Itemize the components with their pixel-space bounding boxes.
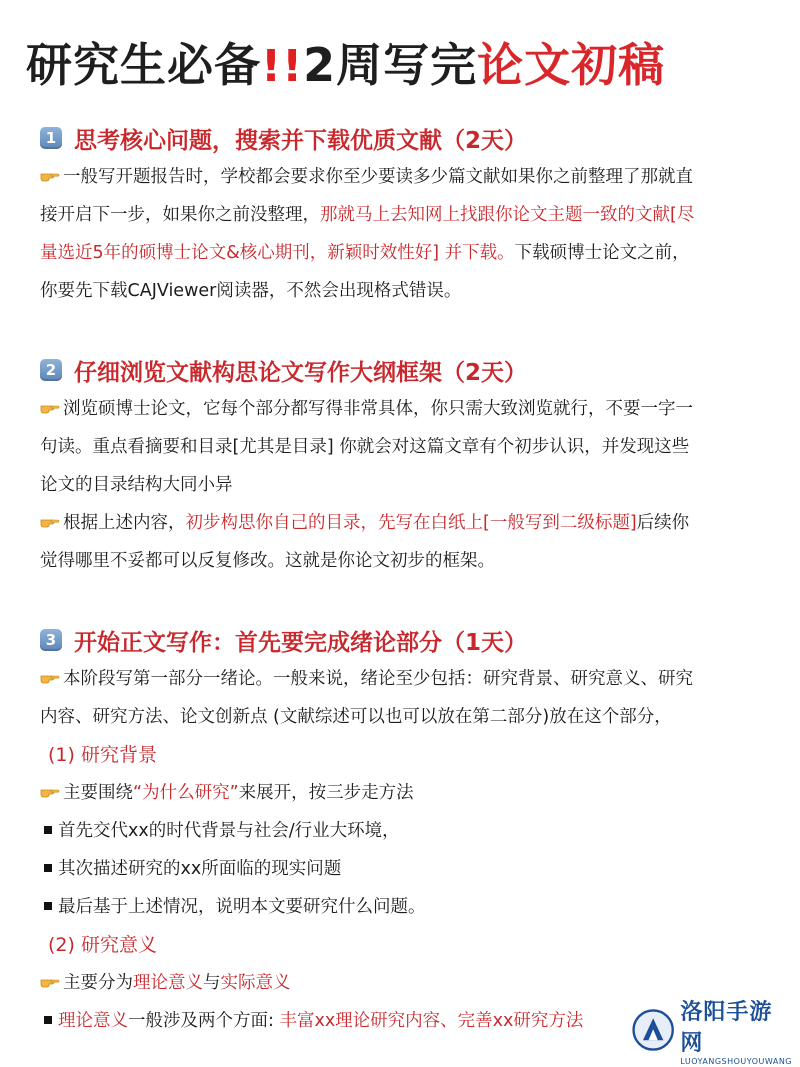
list-item-text: 其次描述研究的xx所面临的现实问题 (58, 859, 342, 879)
highlight-text: 初步构思你自己的目录，先写在白纸上[一般写到二级标题] (185, 513, 637, 533)
body-text: 来展开，按三步走方法 (238, 783, 414, 803)
body-text: 本阶段写第一部分一绪论。一般来说，绪论至少包括：研究背景、研究意义、研究 (63, 669, 693, 689)
body-text: 后续你 (636, 513, 690, 533)
square-bullet-icon (44, 1016, 52, 1024)
section-heading-text: 开始正文写作：首先要完成绪论部分（1天） (74, 629, 528, 656)
subheading: (1) 研究背景 (48, 744, 157, 766)
number-keycap-icon: 1 (40, 127, 62, 149)
body-text: 句读。重点看摘要和目录[尤其是目录] 你就会对这篇文章有个初步认识，并发现这些 (40, 437, 690, 457)
text-line (40, 390, 780, 428)
list-item (40, 812, 780, 850)
square-bullet-icon (44, 826, 52, 834)
section-1 (40, 118, 780, 310)
watermark-badge-icon (632, 1003, 674, 1057)
body-text: 内容、研究方法、论文创新点 (文献综述可以也可以放在第二部分)放在这个部分， (40, 707, 672, 727)
list-item-text: 最后基于上述情况，说明本文要研究什么问题。 (58, 897, 426, 917)
square-bullet-icon (44, 864, 52, 872)
body-text: 论文的目录结构大同小异 (40, 475, 233, 495)
double-exclamation-icon: !! (261, 41, 304, 92)
subheading: (2) 研究意义 (48, 934, 157, 956)
section-heading (40, 350, 780, 390)
watermark-text: 洛阳手游网 (680, 999, 773, 1056)
pointing-hand-icon (40, 401, 60, 415)
pointing-hand-icon (40, 169, 60, 183)
text-line (40, 774, 780, 812)
section-2 (40, 350, 780, 580)
section-heading (40, 620, 780, 660)
watermark-subtext: LUOYANGSHOUYOUWANG (680, 1056, 792, 1066)
body-text: 主要分为 (63, 973, 133, 993)
highlight-text: 理论意义 (58, 1011, 128, 1031)
title-part1: 研究生必备 (26, 38, 261, 92)
text-line (40, 660, 780, 698)
list-item (40, 888, 780, 926)
list-item-text: 首先交代xx的时代背景与社会/行业大环境， (58, 821, 400, 841)
highlight-text: 那就马上去知网上找跟你论文主题一致的文献[尽 (320, 205, 695, 225)
body-text: 一般涉及两个方面: (128, 1011, 280, 1031)
body-text: 浏览硕博士论文，它每个部分都写得非常具体，你只需大致浏览就行，不要一字一 (63, 399, 693, 419)
pointing-hand-icon (40, 671, 60, 685)
body-text: 接开启下一步，如果你之前没整理， (40, 205, 320, 225)
text-line (40, 542, 780, 580)
body-text: 觉得哪里不妥都可以反复修改。这就是你论文初步的框架。 (40, 551, 495, 571)
highlight-text: 实际意义 (220, 973, 291, 993)
body-text: 下载硕博士论文之前， (514, 243, 690, 263)
pointing-hand-icon (40, 515, 60, 529)
text-line (40, 196, 780, 234)
body-text: 与 (203, 973, 221, 993)
highlight-text: “为什么研究” (133, 783, 239, 803)
pointing-hand-icon (40, 975, 60, 989)
list-item (40, 850, 780, 888)
text-line (40, 698, 780, 736)
text-line (40, 234, 780, 272)
section-heading-text: 思考核心问题，搜索并下载优质文献（2天） (74, 127, 528, 154)
text-line (40, 272, 780, 310)
highlight-text: 丰富xx理论研究内容、完善xx研究方法 (279, 1011, 584, 1031)
square-bullet-icon (44, 902, 52, 910)
text-line (40, 964, 780, 1002)
highlight-text: 理论意义 (133, 973, 203, 993)
body-text: 根据上述内容， (63, 513, 186, 533)
watermark-logo (632, 999, 792, 1066)
highlight-text: 量选近5年的硕博士论文&核心期刊，新颖时效性好] 并下载。 (40, 243, 515, 263)
body-text: 你要先下载CAJViewer阅读器，不然会出现格式错误。 (40, 281, 462, 301)
text-line (40, 466, 780, 504)
body-text: 一般写开题报告时，学校都会要求你至少要读多少篇文献如果你之前整理了那就直 (63, 167, 693, 187)
page-title (26, 20, 786, 110)
body-text: 主要围绕 (63, 783, 133, 803)
text-line (40, 504, 780, 542)
pointing-hand-icon (40, 785, 60, 799)
number-keycap-icon: 2 (40, 359, 62, 381)
title-part3: 论文初稿 (477, 38, 666, 92)
section-heading (40, 118, 780, 158)
text-line (40, 428, 780, 466)
title-part2: 2周写完 (303, 38, 478, 92)
section-3 (40, 620, 780, 1040)
text-line (40, 158, 780, 196)
section-heading-text: 仔细浏览文献构思论文写作大纲框架（2天） (74, 359, 528, 386)
number-keycap-icon: 3 (40, 629, 62, 651)
